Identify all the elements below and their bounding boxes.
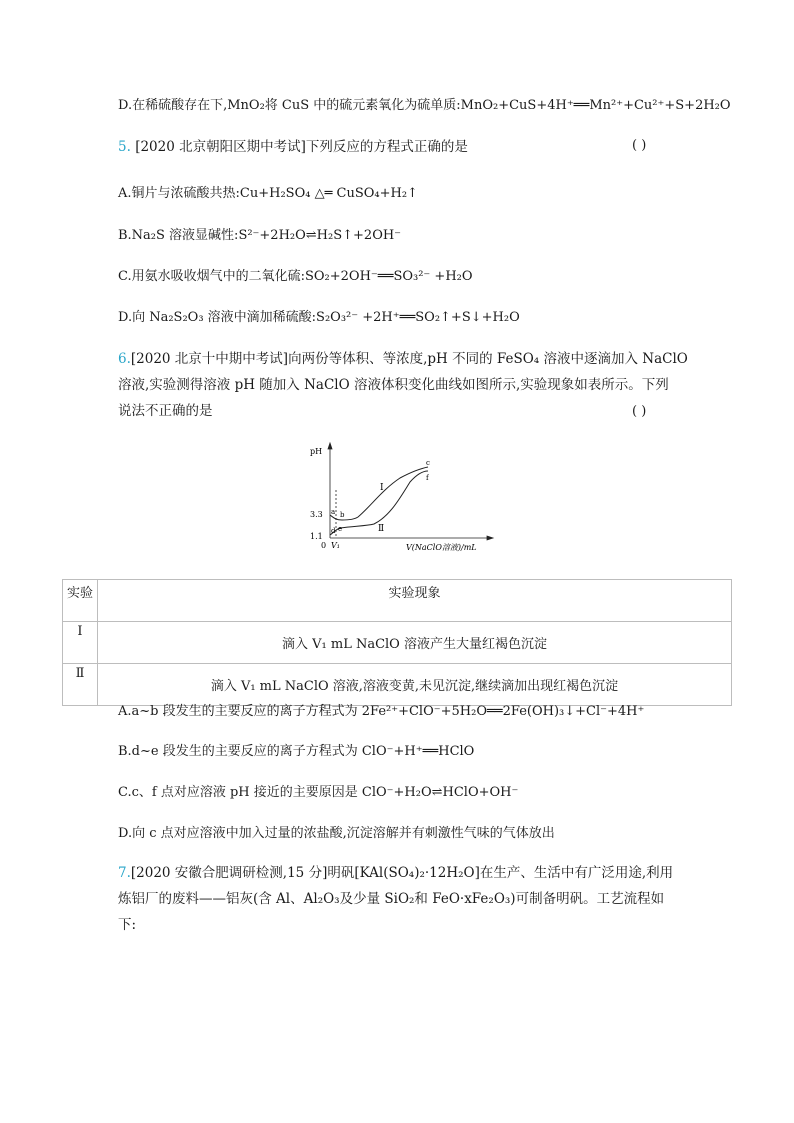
q6-option-d: D.向 c 点对应溶液中加入过量的浓盐酸,沉淀溶解并有刺激性气味的气体放出 <box>118 826 555 841</box>
experiment-table <box>62 579 732 706</box>
q5-answer-bracket: ( ) <box>632 138 647 153</box>
q6-option-c: C.c、f 点对应溶液 pH 接近的主要原因是 ClO⁻+H₂O⇌HClO+OH⁻ <box>118 785 519 800</box>
table-header-row <box>63 580 732 622</box>
table-cell-exp-2: Ⅱ <box>63 664 98 706</box>
point-f: f <box>426 474 429 482</box>
y-tick-3.3: 3.3 <box>310 510 323 519</box>
x-axis-arrow <box>487 536 493 540</box>
y-axis-arrow <box>328 443 332 449</box>
table-cell-phenomenon-2: 滴入 V₁ mL NaClO 溶液,溶液变黄,未见沉淀,继续滴加出现红褐色沉淀 <box>98 664 732 706</box>
q7-stem <box>118 860 678 938</box>
x-tick-0: 0 <box>321 541 327 550</box>
point-a: a <box>331 508 336 516</box>
table-row <box>63 664 732 706</box>
curve-I-label: Ⅰ <box>380 483 384 493</box>
point-e: e <box>338 525 343 533</box>
x-tick-v1: V₁ <box>331 541 340 550</box>
q6-stem-line-3: 说法不正确的是 <box>118 403 213 419</box>
q5-number: 5. <box>118 139 131 155</box>
q6-stem-line-2: 溶液,实验测得溶液 pH 随加入 NaClO 溶液体积变化曲线如图所示,实验现象如表所示。下列 <box>118 377 669 393</box>
q6-option-a: A.a~b 段发生的主要反应的离子方程式为 2Fe²⁺+ClO⁻+5H₂O══2Fe(OH)₃↓+Cl⁻+4H⁺ <box>118 704 645 719</box>
point-d: d <box>331 527 336 535</box>
q6-stem-line-1 <box>118 346 688 372</box>
q7-stem-line-2: 炼铝厂的废料——铝灰(含 Al、Al₂O₃及少量 SiO₂和 FeO·xFe₂O₃)可制备明矾。工艺流程如 <box>118 891 665 907</box>
point-b: b <box>340 511 345 519</box>
q4-option-d: D.在稀硫酸存在下,MnO₂将 CuS 中的硫元素氧化为硫单质:MnO₂+CuS+4H⁺══Mn²⁺+Cu²⁺+S+2H₂O <box>118 98 731 113</box>
table-cell-exp-1: Ⅰ <box>63 622 98 664</box>
q5-option-b: B.Na₂S 溶液显碱性:S²⁻+2H₂O⇌H₂S↑+2OH⁻ <box>118 228 402 243</box>
y-axis-label: pH <box>310 447 323 456</box>
q7-stem-line-1 <box>118 860 678 886</box>
table-row <box>63 622 732 664</box>
table-header-experiment: 实验 <box>63 580 98 622</box>
q7-stem-text-1: [2020 安徽合肥调研检测,15 分]明矾[KAl(SO₄)₂·12H₂O]在生产、生活中有广泛用途,利用 <box>130 865 674 881</box>
q6-number: 6. <box>118 351 131 367</box>
ph-titration-chart <box>300 440 500 558</box>
curve-I <box>330 467 428 520</box>
table-cell-phenomenon-1: 滴入 V₁ mL NaClO 溶液产生大量红褐色沉淀 <box>98 622 732 664</box>
q6-stem-text-1: [2020 北京十中期中考试]向两份等体积、等浓度,pH 不同的 FeSO₄ 溶液中逐滴加入 NaClO <box>130 351 688 367</box>
q5-stem <box>118 138 468 156</box>
q7-number: 7. <box>118 865 131 881</box>
y-tick-1.1: 1.1 <box>310 532 323 541</box>
x-axis-label: V(NaClO溶液)/mL <box>406 543 477 552</box>
q6-answer-bracket: ( ) <box>632 404 647 419</box>
curve-II-label: Ⅱ <box>378 524 385 534</box>
point-c: c <box>426 459 430 467</box>
q5-option-a: A.铜片与浓硫酸共热:Cu+H₂SO₄ △═ CuSO₄+H₂↑ <box>118 186 418 201</box>
q5-option-c: C.用氨水吸收烟气中的二氧化硫:SO₂+2OH⁻══SO₃²⁻ +H₂O <box>118 269 473 284</box>
q5-option-d: D.向 Na₂S₂O₃ 溶液中滴加稀硫酸:S₂O₃²⁻ +2H⁺══SO₂↑+S↓+H₂O <box>118 310 520 325</box>
q5-stem-text: [2020 北京朝阳区期中考试]下列反应的方程式正确的是 <box>135 139 468 155</box>
table-header-phenomenon: 实验现象 <box>98 580 732 622</box>
q7-stem-line-3: 下: <box>118 917 137 933</box>
q6-option-b: B.d~e 段发生的主要反应的离子方程式为 ClO⁻+H⁺══HClO <box>118 744 475 759</box>
q6-stem <box>118 346 688 424</box>
